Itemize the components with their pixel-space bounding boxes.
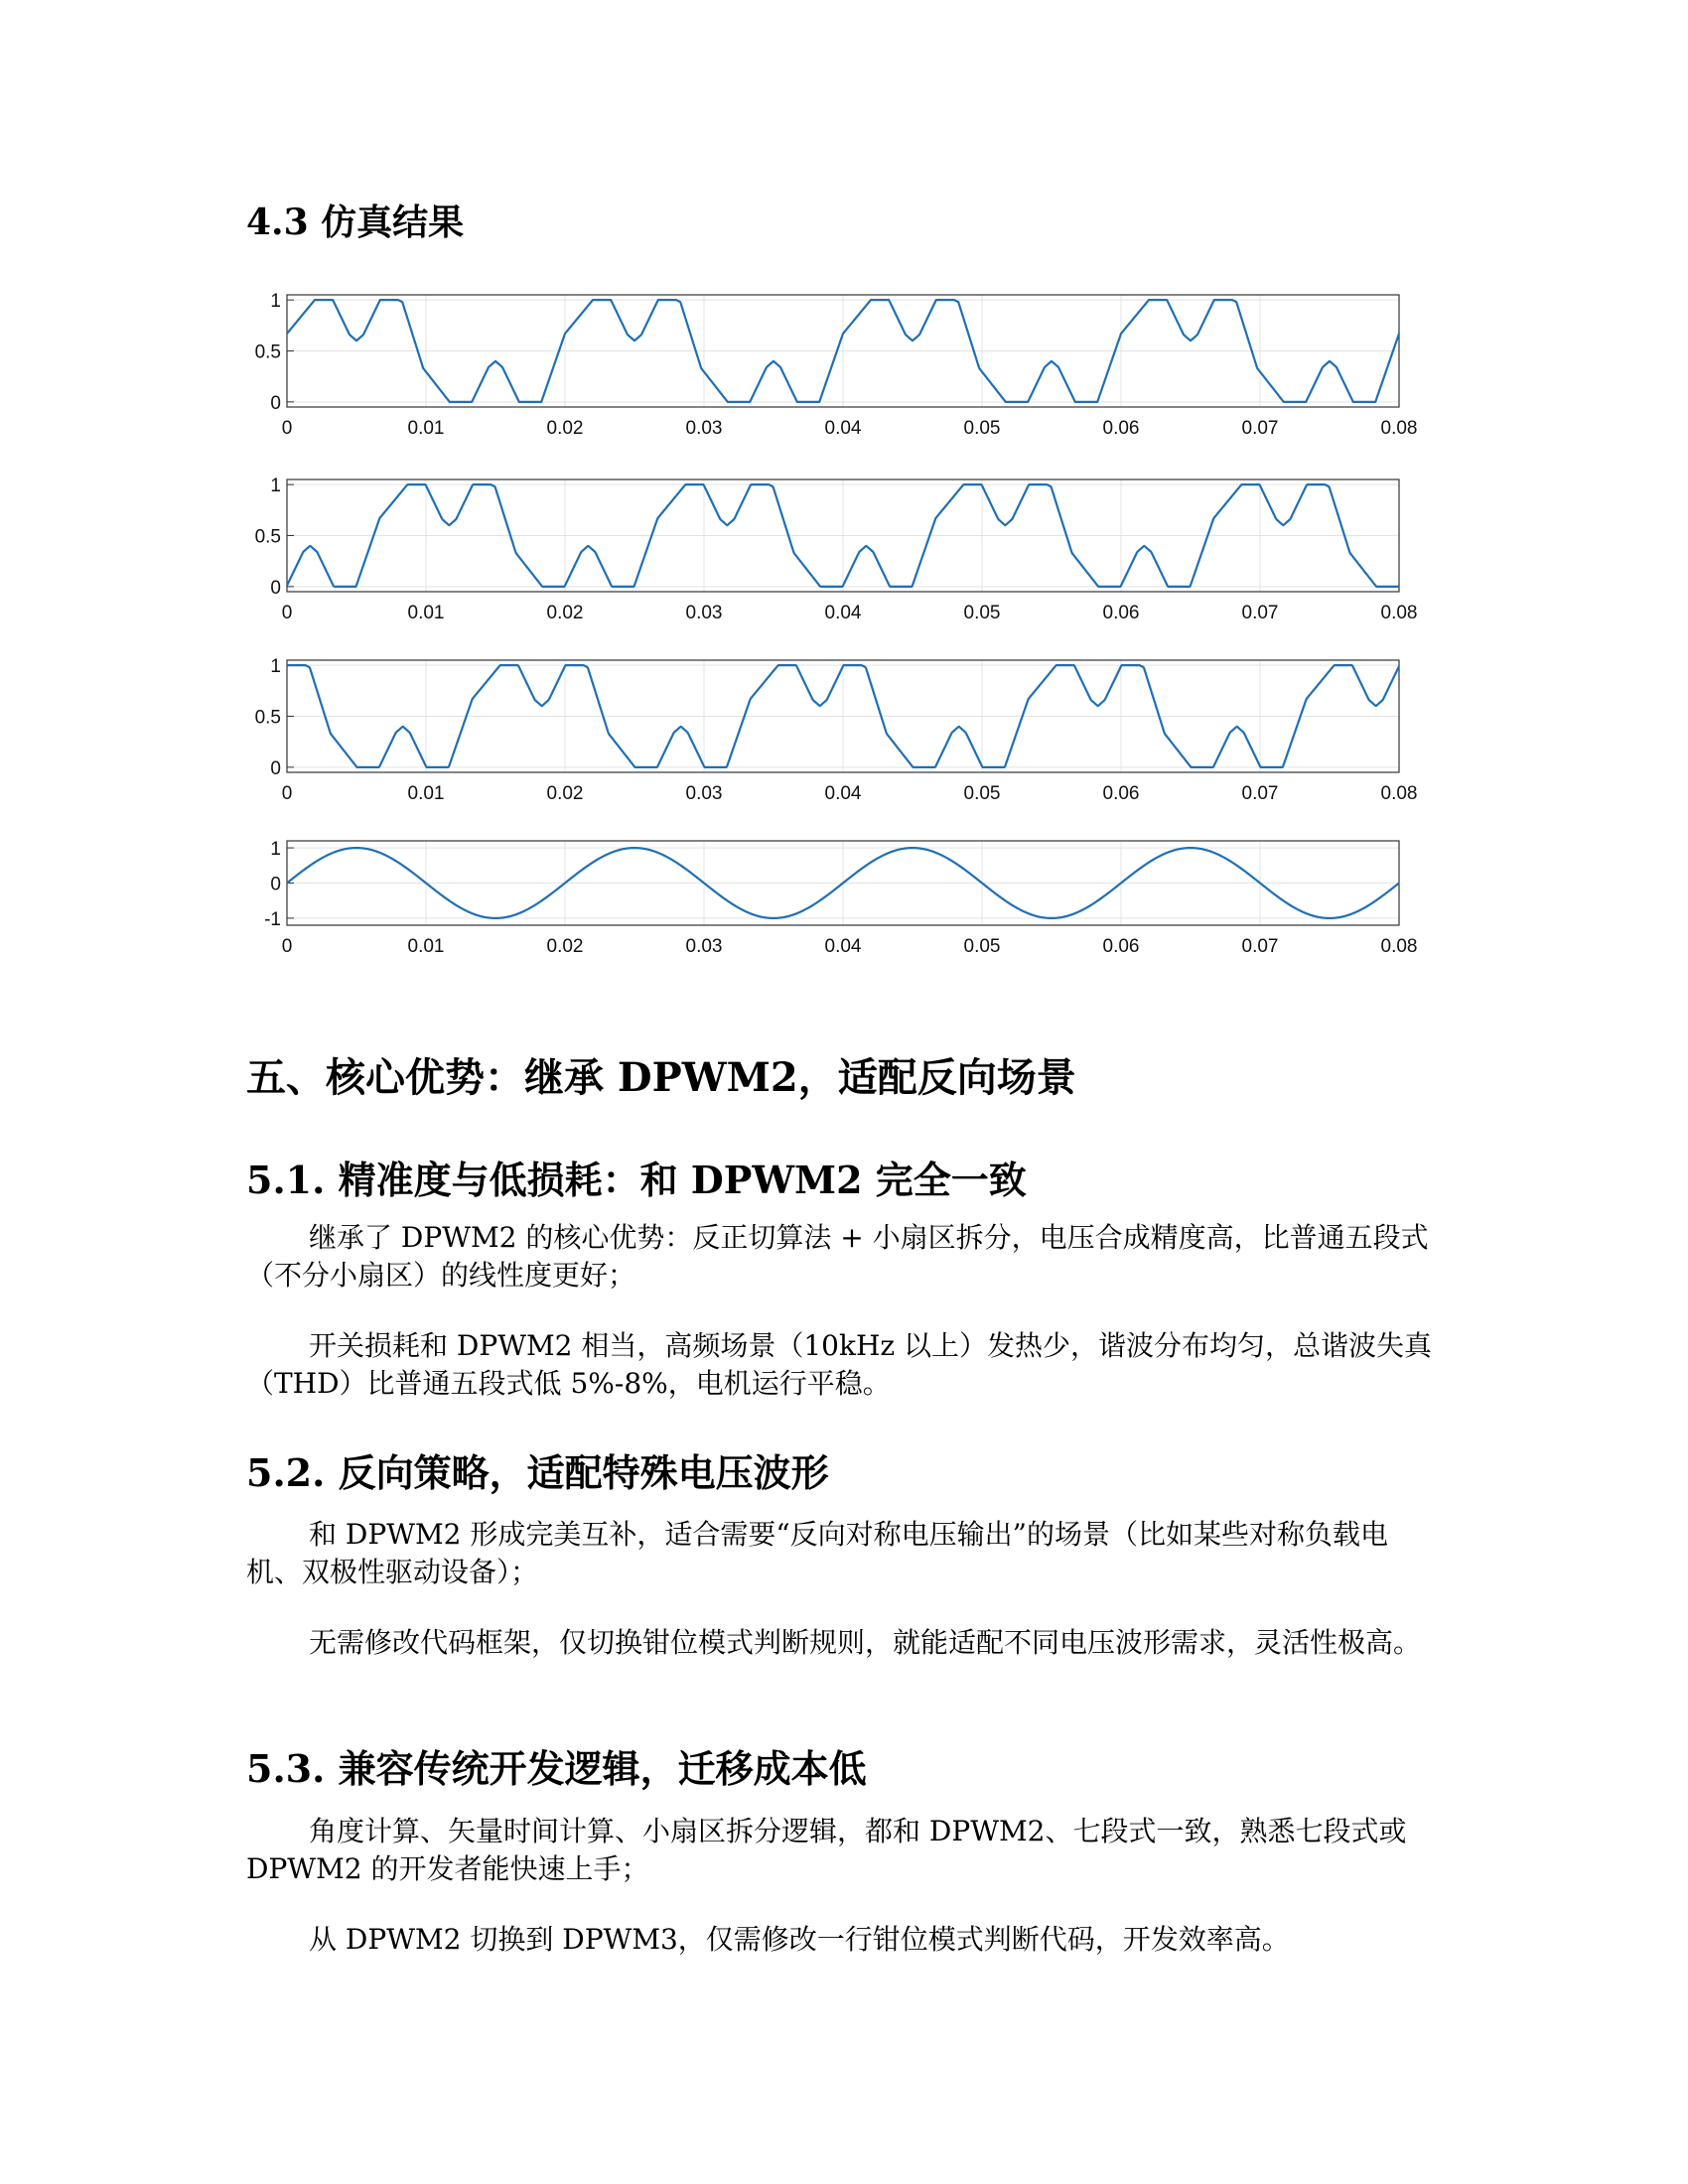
- x-tick-label: 0.01: [407, 783, 445, 804]
- section-5-heading: 五、核心优势：继承 DPWM2，适配反向场景: [246, 1054, 1076, 1101]
- x-tick-label: 0.07: [1241, 603, 1279, 623]
- y-tick-label: -1: [264, 908, 281, 930]
- x-tick-label: 0: [281, 936, 293, 957]
- section-5-1-paragraph-1: 继承了 DPWM2 的核心优势：反正切算法 + 小扇区拆分，电压合成精度高，比普通五段式（不分小扇区）的线性度更好；: [246, 1221, 1429, 1292]
- chart-1: [255, 291, 1418, 439]
- y-tick-label: 0: [270, 577, 281, 599]
- y-tick-label: 1: [270, 839, 281, 861]
- x-tick-label: 0.08: [1380, 783, 1418, 804]
- x-tick-label: 0.05: [963, 783, 1001, 804]
- section-5-1-paragraph-2: 开关损耗和 DPWM2 相当，高频场景（10kHz 以上）发热少，谐波分布均匀，总谐波失真（THD）比普通五段式低 5%-8%，电机运行平稳。: [246, 1329, 1433, 1400]
- x-tick-label: 0: [281, 418, 293, 439]
- section-5-2-paragraph-1: 和 DPWM2 形成完美互补，适合需要“反向对称电压输出”的场景（比如某些对称负载电机、双极性驱动设备）；: [246, 1518, 1388, 1588]
- x-tick-label: 0.03: [685, 783, 723, 804]
- chart-3: [255, 656, 1418, 804]
- x-tick-label: 0.07: [1241, 783, 1279, 804]
- x-tick-label: 0.02: [546, 418, 584, 439]
- x-tick-label: 0.05: [963, 418, 1001, 439]
- x-tick-label: 0.01: [407, 603, 445, 623]
- y-tick-label: 1: [270, 476, 281, 497]
- section-4-3-heading: 4.3 仿真结果: [246, 202, 465, 243]
- x-tick-label: 0.03: [685, 418, 723, 439]
- section-5-3-heading: 5.3. 兼容传统开发逻辑，迁移成本低: [246, 1746, 867, 1791]
- x-tick-label: 0.04: [824, 603, 862, 623]
- x-tick-label: 0.02: [546, 936, 584, 957]
- x-tick-label: 0.03: [685, 936, 723, 957]
- section-5-2-heading: 5.2. 反向策略，适配特殊电压波形: [246, 1450, 829, 1495]
- y-tick-label: 0.5: [254, 341, 281, 363]
- y-tick-label: 0: [270, 757, 281, 779]
- x-tick-label: 0.06: [1102, 783, 1140, 804]
- x-tick-label: 0.04: [824, 418, 862, 439]
- x-tick-label: 0.01: [407, 418, 445, 439]
- section-5-3-paragraph-2: 从 DPWM2 切换到 DPWM3，仅需修改一行钳位模式判断代码，开发效率高。: [309, 1923, 1290, 1956]
- x-tick-label: 0: [281, 603, 293, 623]
- y-tick-label: 0: [270, 392, 281, 414]
- section-5-2-paragraph-2: 无需修改代码框架，仅切换钳位模式判断规则，就能适配不同电压波形需求，灵活性极高。: [309, 1626, 1422, 1659]
- y-tick-label: 0.5: [254, 526, 281, 548]
- y-tick-label: 0: [270, 874, 281, 895]
- y-tick-label: 1: [270, 656, 281, 678]
- x-tick-label: 0.07: [1241, 418, 1279, 439]
- x-tick-label: 0: [281, 783, 293, 804]
- section-5-1-heading: 5.1. 精准度与低损耗：和 DPWM2 完全一致: [246, 1158, 1027, 1202]
- x-tick-label: 0.01: [407, 936, 445, 957]
- x-tick-label: 0.02: [546, 783, 584, 804]
- x-tick-label: 0.04: [824, 936, 862, 957]
- x-tick-label: 0.06: [1102, 418, 1140, 439]
- chart-2: [255, 476, 1418, 623]
- y-tick-label: 0.5: [254, 707, 281, 729]
- x-tick-label: 0.03: [685, 603, 723, 623]
- x-tick-label: 0.08: [1380, 603, 1418, 623]
- x-tick-label: 0.05: [963, 603, 1001, 623]
- x-tick-label: 0.04: [824, 783, 862, 804]
- x-tick-label: 0.05: [963, 936, 1001, 957]
- y-tick-label: 1: [270, 291, 281, 313]
- x-tick-label: 0.08: [1380, 936, 1418, 957]
- x-tick-label: 0.08: [1380, 418, 1418, 439]
- simulation-results-figure: [0, 0, 1688, 993]
- chart-4: [264, 839, 1417, 957]
- x-tick-label: 0.02: [546, 603, 584, 623]
- section-5-3-paragraph-1: 角度计算、矢量时间计算、小扇区拆分逻辑，都和 DPWM2、七段式一致，熟悉七段式或 DPWM2 的开发者能快速上手；: [246, 1815, 1407, 1885]
- x-tick-label: 0.06: [1102, 936, 1140, 957]
- x-tick-label: 0.07: [1241, 936, 1279, 957]
- x-tick-label: 0.06: [1102, 603, 1140, 623]
